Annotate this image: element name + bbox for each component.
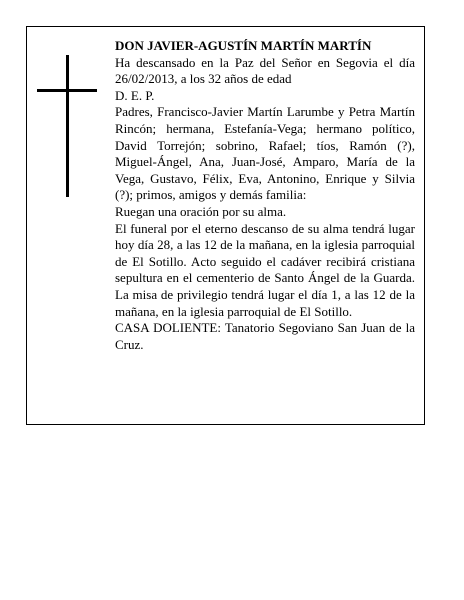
obituary-notice xyxy=(26,26,425,425)
family-list: Padres, Francisco-Javier Martín Larumbe y Petra Martín Rincón; hermana, Estefanía-Vega; hermano político, David Torrejón; sobrino, Rafael; tíos, Ramón (?), Miguel-Ángel, Ana, Juan-José, Amparo, María de la Vega, Gustavo, Félix, Eva, Antonino, Enrique y Silvia (?); primos, amigos y demás familia: xyxy=(115,104,415,203)
notice-body xyxy=(115,38,415,353)
prayer-request: Ruegan una oración por su alma. xyxy=(115,203,287,219)
rest-announcement: Ha descansado en la Paz del Señor en Segovia el día 26/02/2013, a los 32 años de edad xyxy=(115,54,415,87)
cross-horizontal-bar xyxy=(37,89,97,92)
mourning-house: CASA DOLIENTE: Tanatorio Segoviano San Juan de la Cruz. xyxy=(115,320,415,352)
cross-icon xyxy=(37,55,97,197)
funeral-details: El funeral por el eterno descanso de su alma tendrá lugar hoy día 28, a las 12 de la mañana, en la iglesia parroquial de El Sotillo. Acto seguido el cadáver recibirá cristiana sepultura en el cementerio de Santo Ángel de la Guarda. La misa de privilegio tendrá lugar el día 1, a las 12 de la mañana, en la iglesia parroquial de El Sotillo. xyxy=(115,220,415,319)
dep-line: D. E. P. xyxy=(115,87,155,103)
deceased-name: DON JAVIER-AGUSTÍN MARTÍN MARTÍN xyxy=(115,38,372,53)
cross-vertical-bar xyxy=(66,55,69,197)
